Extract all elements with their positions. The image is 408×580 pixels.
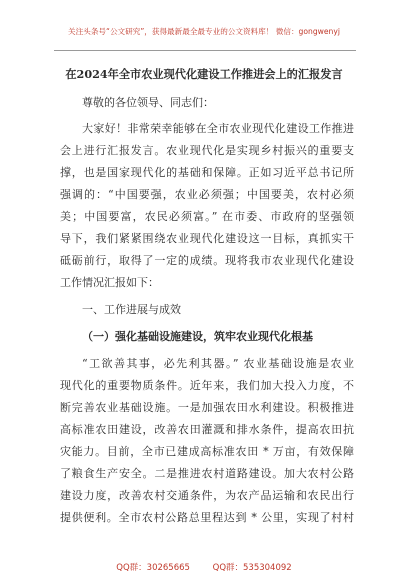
paragraph-1-line-1: 大家好！非常荣幸能够在全市农业现代化建设工作推进 — [82, 122, 354, 135]
paragraph-2-line-4: 高标准农田建设，改善农田灌溉和排水条件，提高农田抗 — [60, 423, 354, 436]
paragraph-1-line-6: 导下，我们紧紧围绕农业现代化建设这一目标，真抓实干 — [60, 232, 354, 245]
document-title: 在2024年全市农业现代化建设工作推进会上的汇报发言 — [65, 67, 343, 81]
paragraph-1-line-8: 工作情况汇报如下： — [60, 276, 159, 289]
footer-qq-group-1: QQ群：30265665 — [116, 563, 190, 573]
paragraph-2-line-6: 了粮食生产安全。二是推进农村道路建设。加大农村公路 — [60, 467, 354, 480]
header-divider — [54, 50, 356, 51]
paragraph-1-line-3: 撑，也是国家现代化的基础和保障。正如习近平总书记所 — [60, 166, 354, 179]
paragraph-1-line-4: 强调的：“中国要强，农业必须强；中国要美，农村必须 — [60, 188, 354, 201]
paragraph-1-line-2: 会上进行汇报发言。农业现代化是实现乡村振兴的重要支 — [60, 144, 354, 157]
subsection-1-heading: （一）强化基础设施建设，筑牢农业现代化根基 — [82, 330, 313, 343]
section-1-heading: 一、工作进展与成效 — [82, 303, 181, 316]
paragraph-2-line-7: 建设力度，改善农村交通条件，为农产品运输和农民出行 — [60, 489, 354, 502]
paragraph-2-line-3: 断完善农业基础设施。一是加强农田水利建设。积极推进 — [60, 401, 354, 414]
paragraph-1-line-5: 美；中国要富，农民必须富。” 在市委、市政府的坚强领 — [60, 210, 354, 223]
paragraph-2-line-8: 提供便利。全市农村公路总里程达到 * 公里，实现了村村 — [60, 511, 354, 524]
footer-qq-group-2: QQ群：535304092 — [212, 563, 292, 573]
paragraph-1-line-7: 砥砺前行，取得了一定的成绩。现将我市农业现代化建设 — [60, 254, 354, 267]
footer-contact — [0, 561, 408, 573]
header-promo-note: 关注头条号“公文研究”，获得最新最全最专业的公文资料库！ 微信：gongwenyj — [68, 27, 340, 36]
salutation: 尊敬的各位领导、同志们： — [82, 96, 214, 109]
paragraph-2-line-2: 现代化的重要物质条件。近年来，我们加大投入力度，不 — [60, 379, 354, 392]
paragraph-2-line-5: 灾能力。目前，全市已建成高标准农田 * 万亩，有效保障 — [60, 445, 354, 458]
paragraph-2-line-1: “工欲善其事，必先利其器。” 农业基础设施是农业 — [82, 357, 354, 370]
